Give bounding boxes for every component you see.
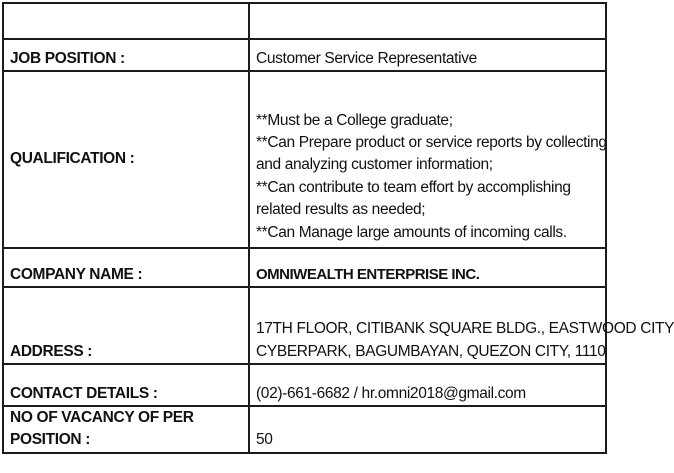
company-name-label: COMPANY NAME :	[3, 248, 249, 287]
company-name-value: OMNIWEALTH ENTERPRISE INC.	[249, 248, 606, 287]
qualification-line: **Can Prepare product or service reports by collecting	[256, 133, 607, 151]
empty-header-value-cell	[249, 3, 606, 39]
vacancy-row	[3, 406, 606, 453]
qualification-line: and analyzing customer information;	[256, 156, 493, 174]
company-name-row	[3, 248, 606, 287]
qualification-label: QUALIFICATION :	[3, 71, 249, 248]
job-details-table	[2, 2, 674, 454]
vacancy-value: 50	[249, 406, 606, 453]
address-row	[3, 287, 606, 364]
qualification-value	[249, 71, 606, 248]
qualification-row	[3, 71, 606, 248]
contact-details-row	[3, 364, 606, 406]
table-header-row	[3, 3, 606, 39]
contact-details-label: CONTACT DETAILS :	[3, 364, 249, 406]
job-position-label: JOB POSITION :	[3, 39, 249, 71]
address-value	[249, 287, 674, 364]
address-label: ADDRESS :	[3, 287, 249, 364]
vacancy-label: NO OF VACANCY OF PER POSITION :	[3, 406, 249, 453]
empty-header-label-cell	[3, 3, 249, 39]
qualification-line: related results as needed;	[256, 201, 426, 219]
qualification-line: **Can contribute to team effort by accomplishing	[256, 178, 571, 196]
job-position-value: Customer Service Representative	[249, 39, 606, 71]
contact-details-value: (02)-661-6682 / hr.omni2018@gmail.com	[249, 364, 606, 406]
job-position-row	[3, 39, 606, 71]
qualification-line: **Must be a College graduate;	[256, 111, 453, 129]
qualification-line: **Can Manage large amounts of incoming calls.	[256, 223, 567, 241]
address-line: 17TH FLOOR, CITIBANK SQUARE BLDG., EASTWOOD CITY	[256, 320, 674, 338]
address-line: CYBERPARK, BAGUMBAYAN, QUEZON CITY, 1110	[256, 342, 606, 360]
